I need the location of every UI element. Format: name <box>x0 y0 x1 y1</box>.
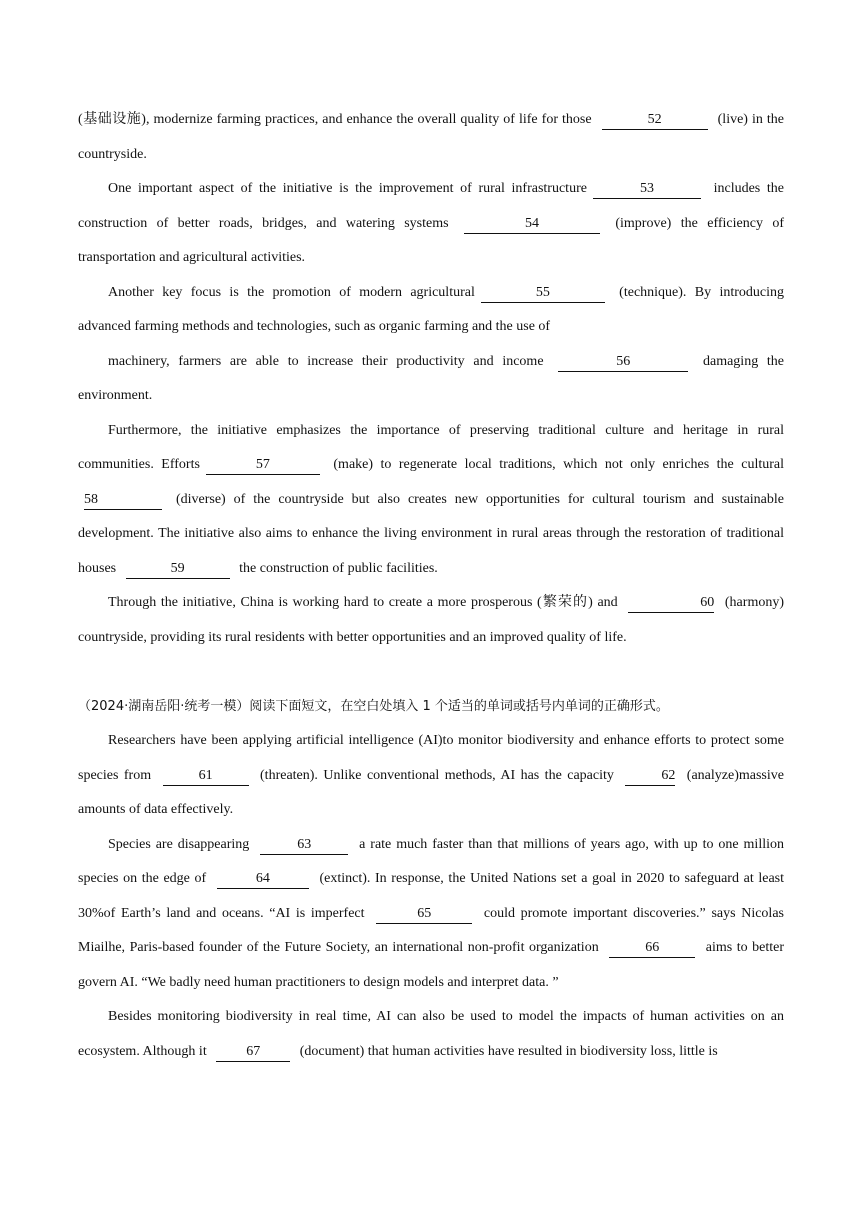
paragraph-5 <box>78 414 784 587</box>
blank-57[interactable]: 57 <box>206 456 320 475</box>
text-span: Besides monitoring biodiversity in real time, AI can also be used to model the impacts of human activities on an ecosystem. Although it <box>78 1009 784 1059</box>
blank-53[interactable]: 53 <box>593 180 701 199</box>
text-span: (analyze)massive amounts of data effectively. <box>78 767 784 817</box>
blank-52[interactable]: 52 <box>602 111 708 130</box>
paragraph-8 <box>78 828 784 1001</box>
paragraph-4 <box>78 345 784 414</box>
blank-55[interactable]: 55 <box>481 284 605 303</box>
text-span: includes the construction of better roads, bridges, and watering systems <box>78 181 785 231</box>
blank-64[interactable]: 64 <box>217 870 309 889</box>
text-span: Another key focus is the promotion of modern agricultural <box>108 284 475 300</box>
blank-63[interactable]: 63 <box>260 836 348 855</box>
section-heading: （2024·湖南岳阳·统考一模）阅读下面短文，在空白处填入 1 个适当的单词或括号内单词的正确形式。 <box>78 698 669 714</box>
text-span: aims to better govern AI. “We badly need human practitioners to design models and interpret data. ” <box>78 940 785 990</box>
blank-60[interactable]: 60 <box>628 594 714 613</box>
blank-67[interactable]: 67 <box>216 1043 290 1062</box>
text-span: (基础设施), modernize farming practices, and enhance the overall quality of life for those <box>78 112 596 127</box>
text-span: machinery, farmers are able to increase their productivity and income <box>108 353 553 369</box>
blank-66[interactable]: 66 <box>609 939 695 958</box>
text-span: could promote important discoveries.” says Nicolas Miailhe, Paris-based founder of the Future Society, an international non-profit organization <box>78 905 784 955</box>
text-span: (live) in the countryside. <box>78 112 785 162</box>
blank-62[interactable]: 62 <box>625 767 675 786</box>
text-span: (make) to regenerate local traditions, which not only enriches the cultural <box>325 457 784 472</box>
text-span: Species are disappearing <box>108 836 255 852</box>
blank-61[interactable]: 61 <box>163 767 249 786</box>
paragraph-1 <box>78 103 784 172</box>
text-span: (diverse) of the countryside but also creates new opportunities for cultural tourism and sustainable development. The initiative also aims to enhance the living environment in rural areas through the restoration of traditional houses <box>78 491 784 576</box>
text-span: a rate much faster than that millions of years ago, with up to one million species on the edge of <box>78 836 784 886</box>
text-span: Through the initiative, China is working hard to create a more prosperous (繁荣的) and <box>108 595 623 610</box>
text-span: (harmony) countryside, providing its rural residents with better opportunities and an improved quality of life. <box>78 595 784 645</box>
text-span: (document) that human activities have resulted in biodiversity loss, little is <box>296 1043 718 1059</box>
blank-65[interactable]: 65 <box>376 905 472 924</box>
paragraph-9 <box>78 1000 784 1069</box>
document-page <box>78 103 784 1069</box>
section-gap <box>78 655 784 690</box>
text-span: the construction of public facilities. <box>235 560 438 576</box>
text-span: Furthermore, the initiative emphasizes the importance of preserving traditional culture and heritage in rural communities. Efforts <box>78 422 784 472</box>
text-span: (improve) the efficiency of transportation and agricultural activities. <box>78 215 784 265</box>
paragraph-2 <box>78 172 784 276</box>
blank-58[interactable]: 58 <box>84 491 162 510</box>
text-span: One important aspect of the initiative is the improvement of rural infrastructure <box>108 181 587 196</box>
paragraph-3 <box>78 276 784 345</box>
blank-56[interactable]: 56 <box>558 353 688 372</box>
text-span: (threaten). Unlike conventional methods, AI has the capacity <box>254 767 620 783</box>
blank-54[interactable]: 54 <box>464 215 600 234</box>
text-span: damaging the environment. <box>78 353 785 403</box>
text-span: (extinct). In response, the United Nations set a goal in 2020 to safeguard at least 30%of Earth’s land and oceans. “AI is imperfect <box>78 871 785 921</box>
text-span: (technique). By introducing advanced farming methods and technologies, such as organic farming and the use of <box>78 284 784 334</box>
paragraph-6 <box>78 586 784 655</box>
text-span: Researchers have been applying artificial intelligence (AI)to monitor biodiversity and enhance efforts to protect some species from <box>78 733 784 783</box>
blank-59[interactable]: 59 <box>126 560 230 579</box>
paragraph-7 <box>78 724 784 828</box>
